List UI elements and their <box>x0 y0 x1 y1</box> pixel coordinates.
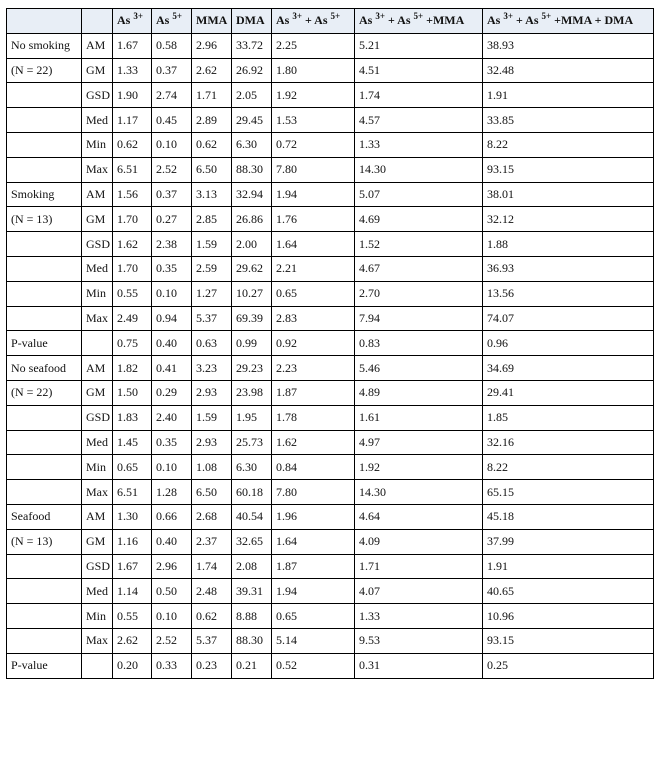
value-cell: 5.37 <box>192 306 232 331</box>
value-cell: 1.33 <box>355 132 483 157</box>
header-text: + As <box>301 13 331 28</box>
value-cell: 1.94 <box>272 182 355 207</box>
value-cell: 1.91 <box>483 554 654 579</box>
value-cell: 0.62 <box>113 132 152 157</box>
value-cell: 4.07 <box>355 579 483 604</box>
statistic-cell: Max <box>82 628 113 653</box>
value-cell: 88.30 <box>232 157 272 182</box>
statistic-cell: GSD <box>82 554 113 579</box>
value-cell: 2.23 <box>272 356 355 381</box>
table-row <box>7 653 654 678</box>
value-cell: 0.40 <box>152 331 192 356</box>
value-cell: 34.69 <box>483 356 654 381</box>
header-blank-cell <box>82 9 113 34</box>
value-cell: 23.98 <box>232 380 272 405</box>
statistic-cell: GSD <box>82 83 113 108</box>
value-cell: 1.28 <box>152 480 192 505</box>
value-cell: 1.50 <box>113 380 152 405</box>
value-cell: 1.87 <box>272 380 355 405</box>
value-cell: 5.37 <box>192 628 232 653</box>
group-label-cell: No seafood <box>7 356 82 381</box>
header-text: +MMA <box>423 13 465 28</box>
value-cell: 0.33 <box>152 653 192 678</box>
value-cell: 2.93 <box>192 430 232 455</box>
statistic-cell: Min <box>82 455 113 480</box>
value-cell: 1.85 <box>483 405 654 430</box>
value-cell: 1.33 <box>355 604 483 629</box>
value-cell: 1.78 <box>272 405 355 430</box>
header-text: As <box>156 13 173 28</box>
group-label-cell: No smoking <box>7 33 82 58</box>
value-cell: 0.29 <box>152 380 192 405</box>
value-cell: 8.22 <box>483 132 654 157</box>
value-cell: 14.30 <box>355 157 483 182</box>
value-cell: 0.55 <box>113 604 152 629</box>
column-header <box>232 9 272 34</box>
header-superscript: 5+ <box>413 11 424 22</box>
value-cell: 10.27 <box>232 281 272 306</box>
table-row <box>7 356 654 381</box>
group-label-cell <box>7 455 82 480</box>
value-cell: 1.45 <box>113 430 152 455</box>
value-cell: 32.65 <box>232 529 272 554</box>
value-cell: 8.22 <box>483 455 654 480</box>
value-cell: 29.45 <box>232 108 272 133</box>
column-header <box>192 9 232 34</box>
value-cell: 1.90 <box>113 83 152 108</box>
value-cell: 1.64 <box>272 232 355 257</box>
value-cell: 2.21 <box>272 256 355 281</box>
statistic-cell <box>82 331 113 356</box>
value-cell: 37.99 <box>483 529 654 554</box>
table-row <box>7 132 654 157</box>
statistic-cell: GM <box>82 380 113 405</box>
table-row <box>7 232 654 257</box>
value-cell: 2.48 <box>192 579 232 604</box>
value-cell: 0.25 <box>483 653 654 678</box>
value-cell: 2.59 <box>192 256 232 281</box>
value-cell: 40.54 <box>232 504 272 529</box>
group-label-cell: (N = 22) <box>7 58 82 83</box>
value-cell: 0.45 <box>152 108 192 133</box>
value-cell: 1.92 <box>355 455 483 480</box>
table-row <box>7 306 654 331</box>
table-row <box>7 480 654 505</box>
header-row <box>7 9 654 34</box>
value-cell: 2.00 <box>232 232 272 257</box>
group-label-cell <box>7 83 82 108</box>
value-cell: 6.50 <box>192 157 232 182</box>
value-cell: 1.16 <box>113 529 152 554</box>
header-superscript: 5+ <box>541 11 552 22</box>
table-row <box>7 529 654 554</box>
value-cell: 65.15 <box>483 480 654 505</box>
value-cell: 4.09 <box>355 529 483 554</box>
table-row <box>7 58 654 83</box>
header-text: As <box>276 13 293 28</box>
header-text: + As <box>512 13 542 28</box>
value-cell: 4.51 <box>355 58 483 83</box>
header-text: MMA <box>196 13 228 28</box>
group-label-cell <box>7 628 82 653</box>
header-superscript: 5+ <box>172 11 182 22</box>
statistic-cell: Med <box>82 430 113 455</box>
value-cell: 1.59 <box>192 232 232 257</box>
value-cell: 13.56 <box>483 281 654 306</box>
value-cell: 33.85 <box>483 108 654 133</box>
group-label-cell <box>7 480 82 505</box>
value-cell: 0.72 <box>272 132 355 157</box>
statistic-cell: GSD <box>82 405 113 430</box>
value-cell: 2.96 <box>192 33 232 58</box>
table-body <box>7 33 654 678</box>
value-cell: 1.17 <box>113 108 152 133</box>
value-cell: 2.08 <box>232 554 272 579</box>
value-cell: 0.62 <box>192 604 232 629</box>
value-cell: 1.94 <box>272 579 355 604</box>
statistic-cell: Min <box>82 281 113 306</box>
value-cell: 2.62 <box>113 628 152 653</box>
value-cell: 0.35 <box>152 430 192 455</box>
value-cell: 33.72 <box>232 33 272 58</box>
header-text: +MMA + DMA <box>551 13 634 28</box>
value-cell: 2.05 <box>232 83 272 108</box>
value-cell: 1.95 <box>232 405 272 430</box>
value-cell: 1.96 <box>272 504 355 529</box>
group-label-cell <box>7 256 82 281</box>
value-cell: 40.65 <box>483 579 654 604</box>
value-cell: 2.37 <box>192 529 232 554</box>
value-cell: 1.83 <box>113 405 152 430</box>
table-row <box>7 256 654 281</box>
value-cell: 1.80 <box>272 58 355 83</box>
header-text: + As <box>384 13 414 28</box>
table-row <box>7 604 654 629</box>
value-cell: 2.25 <box>272 33 355 58</box>
value-cell: 2.85 <box>192 207 232 232</box>
value-cell: 5.46 <box>355 356 483 381</box>
statistic-cell: Min <box>82 132 113 157</box>
value-cell: 3.23 <box>192 356 232 381</box>
value-cell: 88.30 <box>232 628 272 653</box>
statistic-cell: GM <box>82 207 113 232</box>
value-cell: 5.07 <box>355 182 483 207</box>
value-cell: 1.91 <box>483 83 654 108</box>
value-cell: 1.87 <box>272 554 355 579</box>
header-superscript: 5+ <box>330 11 341 22</box>
value-cell: 38.93 <box>483 33 654 58</box>
statistic-cell: Med <box>82 256 113 281</box>
value-cell: 1.62 <box>272 430 355 455</box>
column-header <box>483 9 654 34</box>
value-cell: 0.41 <box>152 356 192 381</box>
value-cell: 1.70 <box>113 207 152 232</box>
header-text: As <box>359 13 376 28</box>
value-cell: 7.80 <box>272 157 355 182</box>
value-cell: 4.67 <box>355 256 483 281</box>
table-header <box>7 9 654 34</box>
value-cell: 0.58 <box>152 33 192 58</box>
arsenic-species-table <box>6 8 654 679</box>
statistic-cell: Max <box>82 157 113 182</box>
value-cell: 36.93 <box>483 256 654 281</box>
value-cell: 25.73 <box>232 430 272 455</box>
value-cell: 4.89 <box>355 380 483 405</box>
value-cell: 10.96 <box>483 604 654 629</box>
value-cell: 0.10 <box>152 604 192 629</box>
value-cell: 0.40 <box>152 529 192 554</box>
group-label-cell <box>7 430 82 455</box>
value-cell: 0.27 <box>152 207 192 232</box>
value-cell: 0.50 <box>152 579 192 604</box>
value-cell: 0.31 <box>355 653 483 678</box>
group-label-cell <box>7 108 82 133</box>
group-label-cell <box>7 306 82 331</box>
value-cell: 0.65 <box>113 455 152 480</box>
value-cell: 6.51 <box>113 157 152 182</box>
value-cell: 60.18 <box>232 480 272 505</box>
group-label-cell <box>7 554 82 579</box>
column-header <box>113 9 152 34</box>
value-cell: 45.18 <box>483 504 654 529</box>
group-label-cell <box>7 405 82 430</box>
header-superscript: 3+ <box>133 11 143 22</box>
value-cell: 2.49 <box>113 306 152 331</box>
value-cell: 1.67 <box>113 33 152 58</box>
value-cell: 2.70 <box>355 281 483 306</box>
value-cell: 0.99 <box>232 331 272 356</box>
group-label-cell: P-value <box>7 653 82 678</box>
statistic-cell: GM <box>82 529 113 554</box>
table-row <box>7 455 654 480</box>
value-cell: 0.96 <box>483 331 654 356</box>
group-label-cell <box>7 604 82 629</box>
group-label-cell: (N = 13) <box>7 207 82 232</box>
value-cell: 1.27 <box>192 281 232 306</box>
value-cell: 3.13 <box>192 182 232 207</box>
value-cell: 2.96 <box>152 554 192 579</box>
value-cell: 1.08 <box>192 455 232 480</box>
value-cell: 1.33 <box>113 58 152 83</box>
value-cell: 1.56 <box>113 182 152 207</box>
value-cell: 1.74 <box>192 554 232 579</box>
header-superscript: 3+ <box>292 11 302 22</box>
value-cell: 0.35 <box>152 256 192 281</box>
column-header <box>355 9 483 34</box>
value-cell: 2.83 <box>272 306 355 331</box>
value-cell: 5.14 <box>272 628 355 653</box>
group-label-cell <box>7 579 82 604</box>
value-cell: 7.94 <box>355 306 483 331</box>
value-cell: 29.23 <box>232 356 272 381</box>
statistic-cell: AM <box>82 33 113 58</box>
group-label-cell: P-value <box>7 331 82 356</box>
value-cell: 26.92 <box>232 58 272 83</box>
group-label-cell: (N = 13) <box>7 529 82 554</box>
arsenic-table-container <box>6 8 654 679</box>
statistic-cell: Max <box>82 480 113 505</box>
group-label-cell <box>7 157 82 182</box>
table-row <box>7 207 654 232</box>
value-cell: 4.57 <box>355 108 483 133</box>
table-row <box>7 331 654 356</box>
value-cell: 1.70 <box>113 256 152 281</box>
value-cell: 2.40 <box>152 405 192 430</box>
value-cell: 6.30 <box>232 455 272 480</box>
value-cell: 6.50 <box>192 480 232 505</box>
value-cell: 0.10 <box>152 281 192 306</box>
statistic-cell: AM <box>82 182 113 207</box>
table-row <box>7 430 654 455</box>
group-label-cell: Seafood <box>7 504 82 529</box>
statistic-cell <box>82 653 113 678</box>
value-cell: 7.80 <box>272 480 355 505</box>
statistic-cell: Min <box>82 604 113 629</box>
value-cell: 0.62 <box>192 132 232 157</box>
value-cell: 0.52 <box>272 653 355 678</box>
value-cell: 93.15 <box>483 157 654 182</box>
value-cell: 39.31 <box>232 579 272 604</box>
value-cell: 4.64 <box>355 504 483 529</box>
value-cell: 2.52 <box>152 628 192 653</box>
value-cell: 32.16 <box>483 430 654 455</box>
value-cell: 32.94 <box>232 182 272 207</box>
table-row <box>7 108 654 133</box>
value-cell: 0.65 <box>272 604 355 629</box>
statistic-cell: AM <box>82 504 113 529</box>
table-row <box>7 33 654 58</box>
value-cell: 2.52 <box>152 157 192 182</box>
group-label-cell <box>7 281 82 306</box>
value-cell: 9.53 <box>355 628 483 653</box>
column-header <box>152 9 192 34</box>
statistic-cell: Med <box>82 108 113 133</box>
value-cell: 1.62 <box>113 232 152 257</box>
value-cell: 2.62 <box>192 58 232 83</box>
table-row <box>7 579 654 604</box>
statistic-cell: GSD <box>82 232 113 257</box>
value-cell: 38.01 <box>483 182 654 207</box>
value-cell: 0.37 <box>152 182 192 207</box>
value-cell: 1.64 <box>272 529 355 554</box>
value-cell: 0.20 <box>113 653 152 678</box>
value-cell: 0.83 <box>355 331 483 356</box>
group-label-cell <box>7 132 82 157</box>
table-row <box>7 157 654 182</box>
value-cell: 26.86 <box>232 207 272 232</box>
header-text: As <box>117 13 134 28</box>
value-cell: 0.23 <box>192 653 232 678</box>
value-cell: 1.61 <box>355 405 483 430</box>
header-superscript: 3+ <box>375 11 385 22</box>
header-blank-cell <box>7 9 82 34</box>
value-cell: 0.10 <box>152 132 192 157</box>
value-cell: 0.92 <box>272 331 355 356</box>
value-cell: 0.21 <box>232 653 272 678</box>
value-cell: 0.94 <box>152 306 192 331</box>
value-cell: 32.12 <box>483 207 654 232</box>
table-row <box>7 380 654 405</box>
value-cell: 93.15 <box>483 628 654 653</box>
value-cell: 1.59 <box>192 405 232 430</box>
header-text: As <box>487 13 504 28</box>
value-cell: 1.82 <box>113 356 152 381</box>
value-cell: 6.30 <box>232 132 272 157</box>
value-cell: 14.30 <box>355 480 483 505</box>
value-cell: 1.14 <box>113 579 152 604</box>
value-cell: 8.88 <box>232 604 272 629</box>
value-cell: 0.63 <box>192 331 232 356</box>
value-cell: 5.21 <box>355 33 483 58</box>
statistic-cell: GM <box>82 58 113 83</box>
value-cell: 1.74 <box>355 83 483 108</box>
group-label-cell: Smoking <box>7 182 82 207</box>
value-cell: 1.67 <box>113 554 152 579</box>
table-row <box>7 182 654 207</box>
value-cell: 29.41 <box>483 380 654 405</box>
value-cell: 0.10 <box>152 455 192 480</box>
value-cell: 2.68 <box>192 504 232 529</box>
value-cell: 4.69 <box>355 207 483 232</box>
value-cell: 1.92 <box>272 83 355 108</box>
value-cell: 32.48 <box>483 58 654 83</box>
value-cell: 0.66 <box>152 504 192 529</box>
value-cell: 4.97 <box>355 430 483 455</box>
statistic-cell: Max <box>82 306 113 331</box>
value-cell: 0.37 <box>152 58 192 83</box>
header-superscript: 3+ <box>503 11 513 22</box>
column-header <box>272 9 355 34</box>
value-cell: 0.55 <box>113 281 152 306</box>
statistic-cell: AM <box>82 356 113 381</box>
group-label-cell <box>7 232 82 257</box>
value-cell: 6.51 <box>113 480 152 505</box>
value-cell: 0.75 <box>113 331 152 356</box>
value-cell: 0.84 <box>272 455 355 480</box>
table-row <box>7 554 654 579</box>
value-cell: 2.38 <box>152 232 192 257</box>
value-cell: 1.52 <box>355 232 483 257</box>
value-cell: 2.93 <box>192 380 232 405</box>
table-row <box>7 628 654 653</box>
value-cell: 74.07 <box>483 306 654 331</box>
value-cell: 29.62 <box>232 256 272 281</box>
table-row <box>7 504 654 529</box>
value-cell: 1.71 <box>355 554 483 579</box>
value-cell: 1.76 <box>272 207 355 232</box>
value-cell: 0.65 <box>272 281 355 306</box>
group-label-cell: (N = 22) <box>7 380 82 405</box>
value-cell: 1.30 <box>113 504 152 529</box>
table-row <box>7 405 654 430</box>
table-row <box>7 281 654 306</box>
header-text: DMA <box>236 13 265 28</box>
table-row <box>7 83 654 108</box>
value-cell: 1.88 <box>483 232 654 257</box>
statistic-cell: Med <box>82 579 113 604</box>
value-cell: 1.53 <box>272 108 355 133</box>
value-cell: 1.71 <box>192 83 232 108</box>
value-cell: 2.74 <box>152 83 192 108</box>
value-cell: 69.39 <box>232 306 272 331</box>
value-cell: 2.89 <box>192 108 232 133</box>
